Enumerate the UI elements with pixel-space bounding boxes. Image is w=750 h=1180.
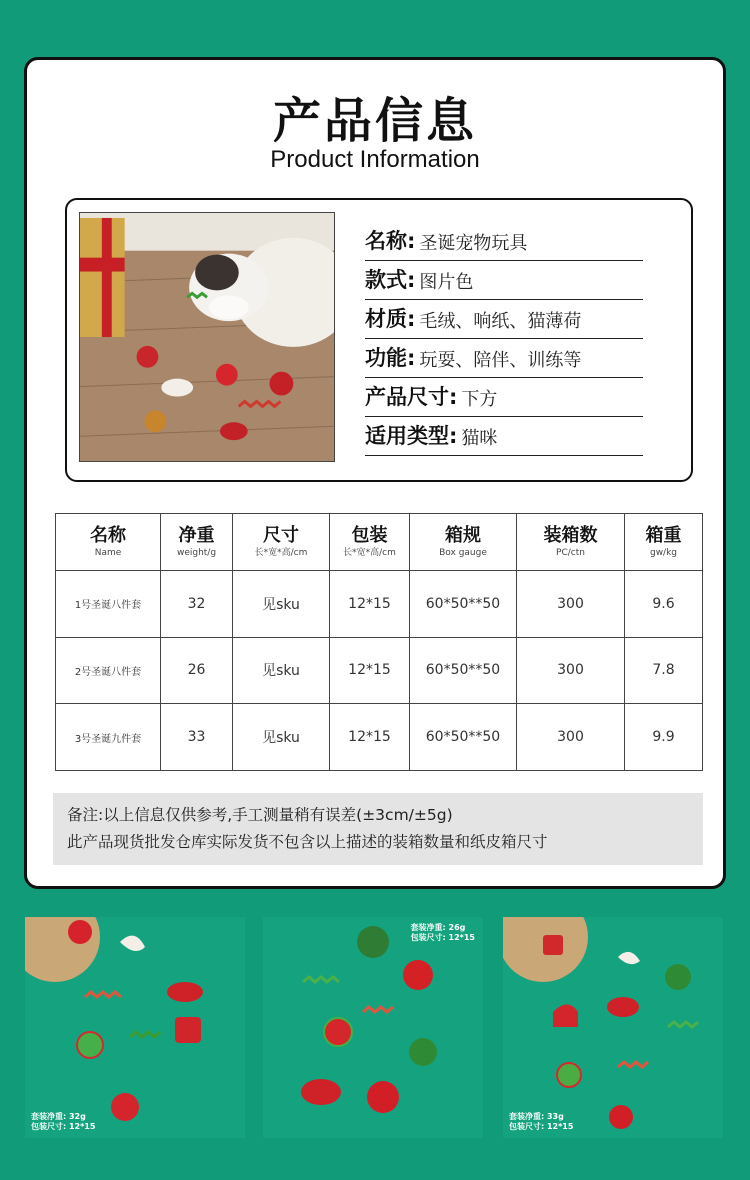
spec-key: 产品尺寸: <box>365 385 458 409</box>
table-header-row <box>56 514 703 571</box>
table-header: 箱重 gw/kg <box>625 514 703 571</box>
table-cell: 2号圣诞八件套 <box>56 637 161 704</box>
table-cell: 9.9 <box>625 704 703 771</box>
table-cell: 见sku <box>233 637 330 704</box>
spec-row-function <box>365 339 643 378</box>
table-cell: 12*15 <box>330 704 410 771</box>
table-cell: 1号圣诞八件套 <box>56 571 161 638</box>
product-thumbnail-set-1 <box>25 917 245 1138</box>
spec-row-material <box>365 300 643 339</box>
note-line: 备注:以上信息仅供参考,手工测量稍有误差(±3cm/±5g) <box>67 806 453 824</box>
table-cell: 见sku <box>233 704 330 771</box>
table-cell: 见sku <box>233 571 330 638</box>
spec-value: 圣诞宠物玩具 <box>419 233 528 254</box>
table-cell: 26 <box>161 637 233 704</box>
product-thumbnail-set-3 <box>503 917 723 1138</box>
page-subtitle: Product Information <box>270 146 480 173</box>
spec-key: 名称: <box>365 229 416 253</box>
spec-list <box>365 222 643 456</box>
spec-value: 图片色 <box>419 272 474 293</box>
spec-key: 材质: <box>365 307 416 331</box>
table-header: 包装 长*宽*高/cm <box>330 514 410 571</box>
spec-row-name <box>365 222 643 261</box>
table-row <box>56 704 703 771</box>
table-header: 箱规 Box gauge <box>410 514 517 571</box>
note-box <box>53 793 703 865</box>
spec-key: 款式: <box>365 268 416 292</box>
table-row <box>56 637 703 704</box>
table-cell: 33 <box>161 704 233 771</box>
thumbnail-caption: 套装净重: 26g 包装尺寸: 12*15 <box>410 923 475 942</box>
info-box <box>65 198 693 482</box>
table-header: 装箱数 PC/ctn <box>517 514 625 571</box>
spec-row-type <box>365 417 643 456</box>
table-cell: 32 <box>161 571 233 638</box>
spec-key: 功能: <box>365 346 416 370</box>
spec-row-style <box>365 261 643 300</box>
page-title: 产品信息 <box>272 93 477 149</box>
table-cell: 12*15 <box>330 571 410 638</box>
spec-value: 猫咪 <box>461 428 498 449</box>
table-cell: 12*15 <box>330 637 410 704</box>
table-header: 净重 weight/g <box>161 514 233 571</box>
thumbnail-caption: 套装净重: 32g 包装尺寸: 12*15 <box>31 1112 96 1131</box>
table-cell: 60*50**50 <box>410 571 517 638</box>
table-cell: 3号圣诞九件套 <box>56 704 161 771</box>
table-cell: 60*50**50 <box>410 637 517 704</box>
table-cell: 300 <box>517 571 625 638</box>
table-cell: 9.6 <box>625 571 703 638</box>
table-cell: 300 <box>517 637 625 704</box>
thumbnail-caption: 套装净重: 33g 包装尺寸: 12*15 <box>509 1112 574 1131</box>
spec-value: 玩耍、陪伴、训练等 <box>419 350 582 371</box>
product-thumbnail-set-2 <box>263 917 483 1138</box>
table-header: 尺寸 长*宽*高/cm <box>233 514 330 571</box>
table-cell: 7.8 <box>625 637 703 704</box>
table-cell: 300 <box>517 704 625 771</box>
spec-value: 下方 <box>461 389 498 410</box>
product-photo <box>79 212 335 462</box>
note-line: 此产品现货批发仓库实际发货不包含以上描述的装箱数量和纸皮箱尺寸 <box>67 833 548 851</box>
product-info-card <box>24 57 726 889</box>
packing-table <box>55 513 703 771</box>
spec-key: 适用类型: <box>365 424 458 448</box>
spec-value: 毛绒、响纸、猫薄荷 <box>419 311 582 332</box>
table-header: 名称 Name <box>56 514 161 571</box>
spec-row-size <box>365 378 643 417</box>
table-row <box>56 571 703 638</box>
table-cell: 60*50**50 <box>410 704 517 771</box>
